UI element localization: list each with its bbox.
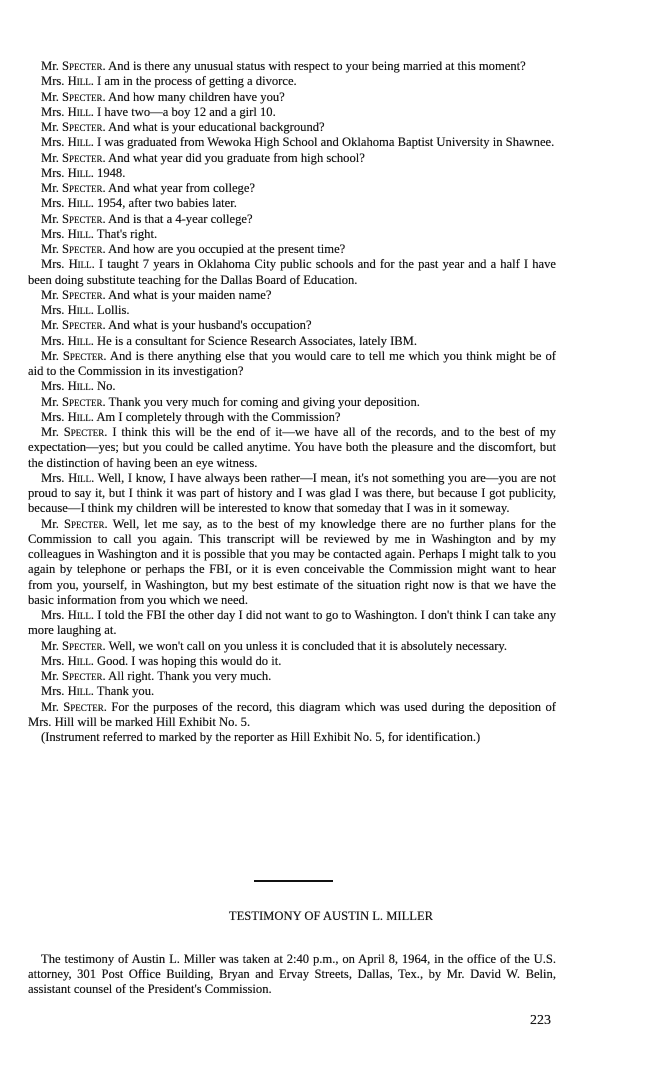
transcript-paragraph	[28, 471, 556, 517]
paragraph-text: Lollis.	[97, 303, 130, 317]
speaker-title: Mr.	[41, 89, 59, 104]
transcript-paragraph	[28, 684, 556, 699]
paragraph-text: That's right.	[96, 226, 158, 241]
speaker-title: Mrs.	[41, 608, 65, 622]
paragraph-text: And what year from college?	[108, 181, 256, 195]
speaker-title: Mrs.	[41, 104, 65, 119]
paragraph-text: I was graduated from Wewoka High School and Oklahoma Baptist University in Shawnee.	[97, 135, 555, 150]
speaker-name: Hill.	[68, 257, 95, 272]
paragraph-text: I taught 7 years in Oklahoma City public schools and for the past year and a half I have been doing substitute teaching for the Dallas Board of Education.	[28, 257, 557, 287]
speaker-title: Mrs.	[41, 196, 65, 211]
transcript-paragraph	[28, 379, 556, 394]
transcript-paragraph	[28, 425, 556, 471]
transcript-paragraph	[28, 74, 556, 89]
speaker-name: Hill.	[67, 684, 94, 699]
transcript-paragraph	[28, 318, 556, 333]
transcript-paragraph	[28, 517, 556, 609]
speaker-name: Hill.	[67, 165, 94, 180]
transcript-paragraph	[28, 349, 556, 380]
paragraph-text: Good. I was hoping this would do it.	[97, 653, 282, 668]
speaker-name: Hill.	[67, 135, 94, 150]
speaker-title: Mrs.	[41, 165, 65, 180]
speaker-title: Mrs.	[41, 379, 65, 394]
paragraph-text: I think this will be the end of it—we have all of the records, and to the best of my expectation—yes; but you could be called anytime. You have both the pleasure and the discomfort, but the distinction of having been an eye witness.	[28, 425, 556, 470]
paragraph-text: 1948.	[97, 165, 126, 180]
transcript-paragraph	[28, 288, 556, 303]
speaker-name: Specter.	[62, 638, 106, 653]
speaker-title: Mrs.	[41, 470, 65, 485]
speaker-title: Mr.	[41, 669, 59, 683]
speaker-name: Specter.	[62, 89, 106, 104]
speaker-title: Mrs.	[41, 74, 65, 89]
paragraph-text: Well, I know, I have always been rather—I mean, it's not something you are—you are not proud to say it, but I think it was part of history and I was glad I was there, but because I got publicity, because—I think my children will be interested to know that someday that I was in it someway.	[28, 470, 556, 516]
speaker-name: Hill.	[67, 303, 94, 317]
transcript-paragraph	[28, 181, 556, 196]
paragraph-text: Thank you.	[96, 684, 155, 699]
speaker-name: Specter.	[62, 669, 106, 683]
speaker-name: Hill.	[68, 470, 95, 485]
speaker-name: Specter.	[62, 211, 106, 226]
speaker-name: Hill.	[67, 608, 94, 622]
speaker-name: Hill.	[67, 379, 94, 394]
paragraph-text: 1954, after two babies later.	[97, 196, 237, 211]
speaker-title: Mrs.	[41, 409, 65, 424]
speaker-title: Mrs.	[41, 333, 65, 348]
speaker-name: Specter.	[62, 318, 106, 333]
speaker-title: Mr.	[41, 699, 59, 714]
speaker-title: Mr.	[41, 516, 59, 531]
transcript-paragraph	[28, 303, 556, 318]
transcript-paragraph	[28, 639, 556, 654]
transcript-body	[28, 59, 556, 745]
transcript-paragraph	[28, 334, 556, 349]
speaker-title: Mr.	[41, 318, 59, 333]
page-number: 223	[530, 1013, 551, 1028]
speaker-title: Mrs.	[41, 257, 65, 272]
transcript-paragraph	[28, 395, 556, 410]
transcript-paragraph	[28, 151, 556, 166]
speaker-title: Mr.	[41, 348, 59, 363]
transcript-paragraph	[28, 654, 556, 669]
paragraph-text: No.	[97, 379, 116, 394]
speaker-name: Specter.	[63, 699, 107, 714]
speaker-name: Hill.	[67, 104, 94, 119]
speaker-name: Specter.	[62, 242, 106, 256]
speaker-name: Hill.	[67, 196, 94, 211]
speaker-title: Mrs.	[41, 684, 65, 699]
speaker-name: Hill.	[67, 409, 94, 424]
speaker-name: Specter.	[62, 120, 106, 134]
paragraph-text: And is there any unusual status with respect to your being married at this moment?	[108, 59, 526, 73]
transcript-paragraph	[28, 257, 556, 288]
speaker-name: Specter.	[64, 516, 108, 531]
transcript-paragraph	[28, 242, 556, 257]
speaker-title: Mr.	[41, 120, 59, 134]
paragraph-text: All right. Thank you very much.	[108, 669, 272, 683]
paragraph-text: For the purposes of the record, this diagram which was used during the deposition of Mrs. Hill will be marked Hill Exhibit No. 5.	[28, 699, 556, 729]
paragraph-text: And what is your maiden name?	[108, 287, 272, 302]
paragraph-text: I have two—a boy 12 and a girl 10.	[97, 104, 276, 119]
paragraph-text: Well, let me say, as to the best of my knowledge there are no further plans for the Commission to call you again. This transcript will be reviewed by me in Washington and by my colleagues in Washington and it is possible that you may be contacted again. Perhaps I might talk to you again by telephone or perhaps the FBI, or it is even conceivable the Commission might want to hear from you, yourself, in Washington, but my best estimate of the situation right now is that we have the basic information from you which we need.	[28, 516, 556, 607]
transcript-paragraph	[28, 669, 556, 684]
speaker-title: Mr.	[41, 394, 59, 409]
transcript-paragraph	[28, 90, 556, 105]
speaker-name: Specter.	[62, 394, 106, 409]
transcript-paragraph	[28, 410, 556, 425]
speaker-name: Specter.	[62, 59, 106, 73]
speaker-title: Mr.	[41, 150, 59, 165]
section-heading: TESTIMONY OF AUSTIN L. MILLER	[228, 909, 434, 923]
paragraph-text: And what year did you graduate from high school?	[108, 150, 365, 165]
speaker-name: Specter.	[63, 425, 108, 439]
paragraph-text: (Instrument referred to marked by the reporter as Hill Exhibit No. 5, for identification.)	[41, 730, 481, 744]
transcript-paragraph	[28, 227, 556, 242]
paragraph-text: And what is your educational background?	[108, 120, 325, 134]
paragraph-text: And is there anything else that you would care to tell me which you think might be of aid to the Commission in its investigation?	[28, 348, 556, 378]
transcript-paragraph	[28, 608, 556, 639]
paragraph-text: And how are you occupied at the present time?	[108, 242, 346, 256]
transcript-paragraph	[28, 700, 556, 731]
transcript-paragraph	[28, 212, 556, 227]
speaker-title: Mr.	[41, 638, 59, 653]
paragraph-text: Am I completely through with the Commission?	[96, 409, 341, 424]
speaker-name: Specter.	[62, 287, 106, 302]
speaker-name: Hill.	[67, 653, 94, 668]
paragraph-text: Thank you very much for coming and giving your deposition.	[108, 394, 420, 409]
speaker-title: Mrs.	[41, 135, 65, 150]
speaker-title: Mrs.	[41, 226, 65, 241]
speaker-name: Specter.	[62, 348, 107, 363]
speaker-name: Hill.	[67, 74, 94, 89]
speaker-name: Hill.	[67, 333, 94, 348]
paragraph-text: And is that a 4-year college?	[108, 211, 253, 226]
speaker-name: Specter.	[62, 181, 106, 195]
transcript-paragraph	[28, 730, 556, 745]
speaker-title: Mrs.	[41, 303, 65, 317]
speaker-title: Mr.	[41, 287, 59, 302]
speaker-title: Mr.	[41, 425, 59, 439]
transcript-paragraph	[28, 59, 556, 74]
transcript-paragraph	[28, 166, 556, 181]
paragraph-text: I told the FBI the other day I did not want to go to Washington. I don't think I can take any more laughing at.	[28, 608, 556, 638]
section-divider	[254, 880, 333, 882]
speaker-title: Mr.	[41, 211, 59, 226]
transcript-paragraph	[28, 120, 556, 135]
transcript-paragraph	[28, 105, 556, 120]
paragraph-text: Well, we won't call on you unless it is concluded that it is absolutely necessary.	[108, 638, 508, 653]
speaker-title: Mr.	[41, 242, 59, 256]
testimony-intro: The testimony of Austin L. Miller was taken at 2:40 p.m., on April 8, 1964, in the office of the U.S. attorney, 301 Post Office Building, Bryan and Ervay Streets, Dallas, Tex., by Mr. David W. Belin, assistant counsel of the President's Commission.	[28, 951, 556, 997]
paragraph-text: And how many children have you?	[108, 89, 285, 104]
speaker-name: Specter.	[62, 150, 106, 165]
paragraph-text: He is a consultant for Science Research Associates, lately IBM.	[97, 333, 418, 348]
speaker-title: Mr.	[41, 181, 59, 195]
paragraph-text: And what is your husband's occupation?	[108, 318, 312, 333]
transcript-paragraph	[28, 196, 556, 211]
speaker-title: Mrs.	[41, 653, 65, 668]
paragraph-text: I am in the process of getting a divorce.	[97, 74, 297, 89]
transcript-paragraph	[28, 135, 556, 150]
speaker-name: Hill.	[67, 226, 94, 241]
speaker-title: Mr.	[41, 59, 59, 73]
